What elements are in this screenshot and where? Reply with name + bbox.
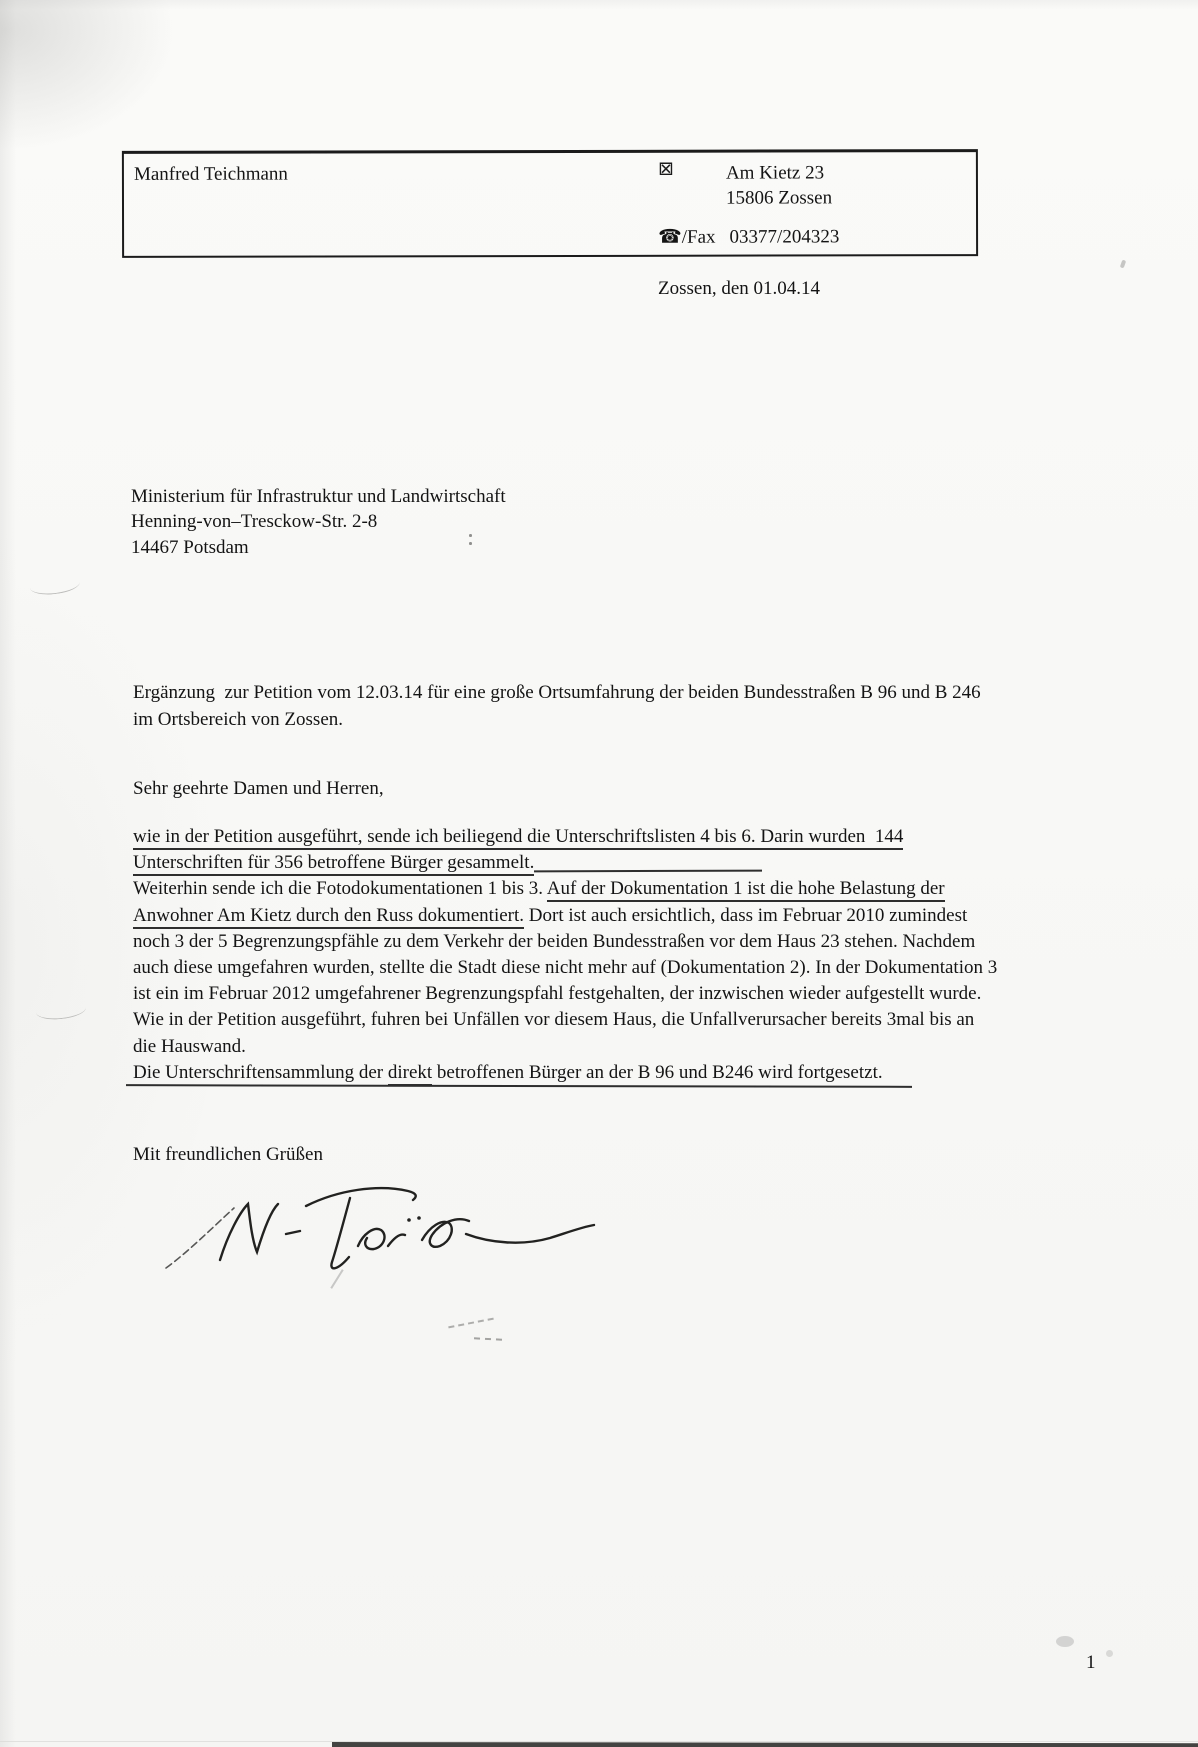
signature-scribble [160,1162,600,1280]
pen-underlined-text: Anwohner Am Kietz durch den Russ dokumentiert. [133,905,524,929]
body-line: Die Unterschriftensammlung der direkt betroffenen Bürger an der B 96 und B246 wird fortgesetzt. [133,1062,1143,1088]
pen-underlined-text: wie in der Petition ausgeführt, sende ich beiliegend die Unterschriftslisten 4 bis 6. Darin wurden 144 [133,826,903,850]
recipient-line-1: Ministerium für Infrastruktur und Landwirtschaft [131,486,506,507]
pen-underlined-text: direkt [388,1062,432,1086]
closing-phrase: Mit freundlichen Grüßen [133,1144,323,1165]
subject-line-1: Ergänzung zur Petition vom 12.03.14 für eine große Ortsumfahrung der beiden Bundesstraßen B 96 und B 246 [133,682,981,703]
pen-underlined-text: Auf der Dokumentation 1 ist die hohe Belastung der [547,878,945,902]
phone-fax-line [658,224,839,249]
salutation: Sehr geehrte Damen und Herren, [133,778,384,799]
body-line [133,852,1143,878]
body-line: Anwohner Am Kietz durch den Russ dokumentiert. Dort ist auch ersichtlich, dass im Februar 2010 zumindest [133,905,1143,931]
scan-mark [35,1000,86,1021]
recipient-line-3: 14467 Potsdam [131,537,249,558]
scan-squiggle [474,1337,502,1340]
phone-fax-label: /Fax [681,226,716,248]
scan-speck [469,534,472,537]
scan-smudge [1106,1650,1113,1657]
phone-icon: ☎ [658,225,682,248]
sender-address-street: Am Kietz 23 [725,162,825,184]
page-number: 1 [1086,1652,1096,1673]
body-line: Weiterhin sende ich die Fotodokumentationen 1 bis 3. Auf der Dokumentation 1 ist die hohe Belastung der [133,878,1143,904]
subject-line-2: im Ortsbereich von Zossen. [133,709,344,730]
body-line: Wie in der Petition ausgeführt, fuhren bei Unfällen vor diesem Haus, die Unfallverursacher bereits 3mal bis an [133,1009,975,1031]
body-line: die Hauswand. [133,1035,246,1057]
sender-address-city: 15806 Zossen [725,187,833,209]
scan-smudge [1056,1636,1074,1647]
body-line [133,826,1143,852]
body-line: ist ein im Februar 2012 umgefahrener Begrenzungspfahl festgehalten, der inzwischen wieder aufgestellt wurde. [133,983,982,1005]
letter-body [133,826,1143,1088]
scan-squiggle [448,1318,494,1329]
letterhead-box [122,149,978,258]
scan-mark [29,575,81,597]
date-line: Zossen, den 01.04.14 [658,278,821,299]
scan-edge [332,1742,1198,1747]
phone-fax-number: 03377/204323 [729,226,840,248]
pen-underlined-text: Unterschriften für 356 betroffene Bürger gesammelt. [133,852,534,876]
body-line: noch 3 der 5 Begrenzungspfähle zu dem Verkehr der beiden Bundesstraßen vor dem Haus 23 stehen. Nachdem [133,930,976,952]
scan-speck [1120,260,1126,269]
envelope-icon: ⊠ [657,157,674,180]
body-line: auch diese umgefahren wurden, stellte die Stadt diese nicht mehr auf (Dokumentation 2). In der Dokumentation 3 [133,956,998,978]
sender-name: Manfred Teichmann [133,163,288,185]
recipient-line-2: Henning-von–Tresckow-Str. 2-8 [131,511,378,532]
